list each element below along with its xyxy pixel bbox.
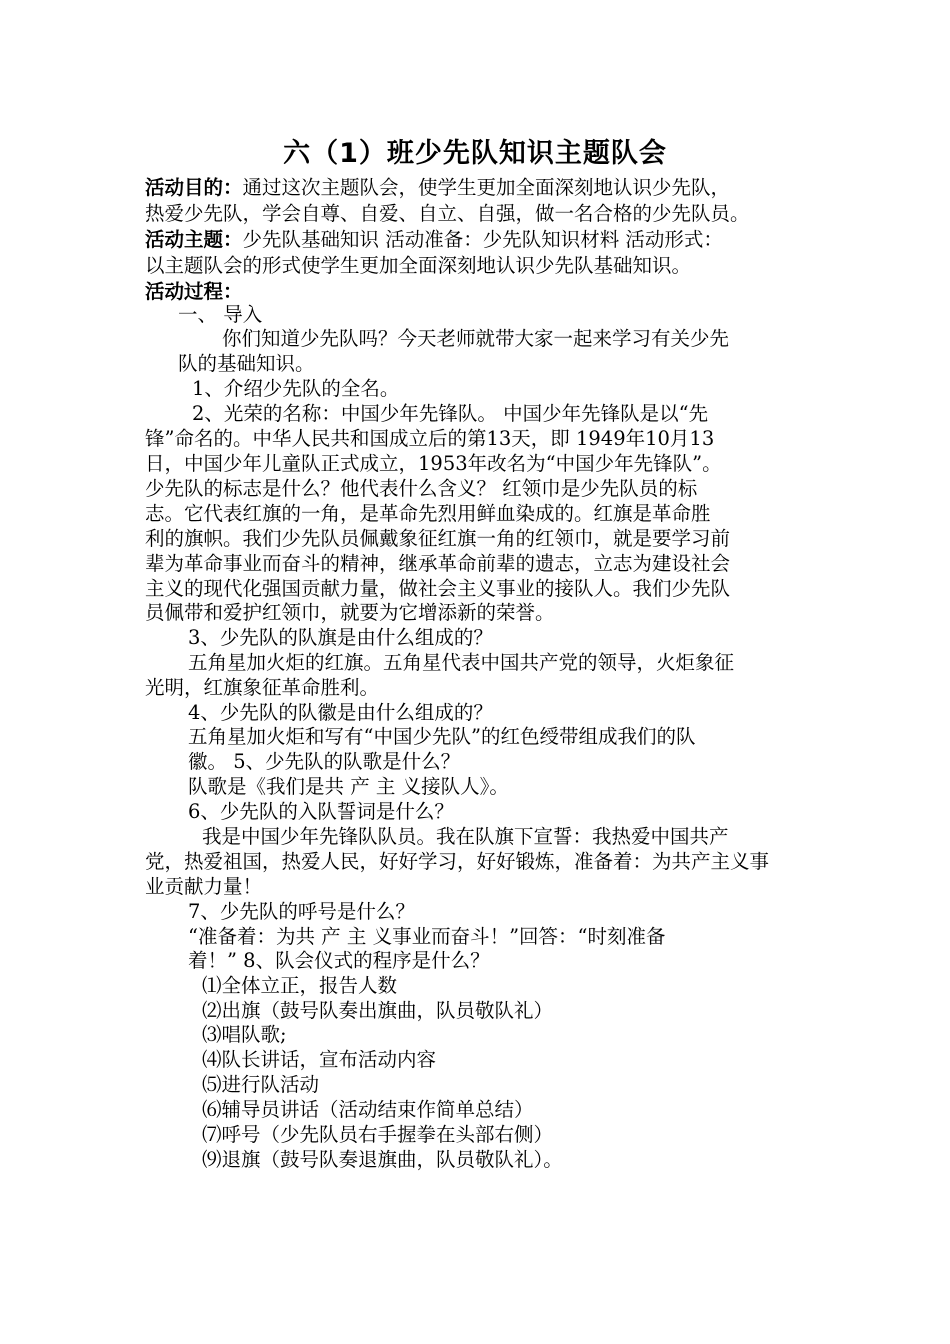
a6-line-3: 业贡献力量！ xyxy=(145,875,263,898)
a4-line-1: 五角星加火炬和写有“中国少先队”的红色绶带组成我们的队 xyxy=(188,725,696,748)
process-label: 活动过程： xyxy=(145,280,243,303)
q2-line-8: 主义的现代化强国贡献力量，做社会主义事业的接队人。我们少先队 xyxy=(145,577,731,600)
theme-text-1: 少先队基础知识 活动准备：少先队知识材料 活动形式： xyxy=(242,228,723,251)
theme-label: 活动主题： xyxy=(145,228,243,251)
step-6: ⑹辅导员讲话（活动结束作简单总结） xyxy=(202,1098,534,1121)
a3-line-1: 五角星加火炬的红旗。五角星代表中国共产党的领导，火炬象征 xyxy=(188,651,735,674)
q2-line-1: 2、光荣的名称：中国少年先锋队。 中国少年先锋队是以“先 xyxy=(192,402,709,425)
a3-line-2: 光明，红旗象征革命胜利。 xyxy=(145,676,380,699)
step-4: ⑷队长讲话，宣布活动内容 xyxy=(202,1048,437,1071)
step-7: ⑺呼号（少先队员右手握拳在头部右侧） xyxy=(202,1123,554,1146)
step-5: ⑸进行队活动 xyxy=(202,1073,320,1096)
answer-5: 队歌是《我们是共 产 主 义接队人》。 xyxy=(188,775,509,798)
q2-line-5: 志。它代表红旗的一角，是革命先烈用鲜血染成的。红旗是革命胜 xyxy=(145,502,711,525)
question-7: 7、少先队的呼号是什么？ xyxy=(188,900,415,923)
q2-line-3: 日，中国少年儿童队正式成立，1953年改名为“中国少年先锋队”。 xyxy=(145,452,722,475)
a7-line-1: “准备着：为共 产 主 义事业而奋斗！”回答：“时刻准备 xyxy=(188,925,666,948)
q2-line-4: 少先队的标志是什么？他代表什么含义？ 红领巾是少先队员的标 xyxy=(145,477,698,500)
page-title: 六（1）班少先队知识主题队会 xyxy=(283,138,667,169)
purpose-label: 活动目的： xyxy=(145,176,243,199)
step-1: ⑴全体立正，报告人数 xyxy=(202,974,398,997)
a4-line-2: 徽。 5、少先队的队歌是什么？ xyxy=(188,750,461,773)
a6-line-2: 党，热爱祖国，热爱人民，好好学习，好好锻炼，准备着：为共产主义事 xyxy=(145,850,770,873)
step-8: ⑼退旗（鼓号队奏退旗曲，队员敬队礼）。 xyxy=(202,1148,563,1171)
question-4: 4、少先队的队徽是由什么组成的？ xyxy=(188,701,493,724)
a7-line-2: 着！” 8、队会仪式的程序是什么？ xyxy=(188,949,490,972)
purpose-text-2: 热爱少先队，学会自尊、自爱、自立、自强，做一名合格的少先队员。 xyxy=(145,202,750,225)
question-3: 3、少先队的队旗是由什么组成的？ xyxy=(188,626,493,649)
purpose-text-1: 通过这次主题队会，使学生更加全面深刻地认识少先队， xyxy=(242,176,731,199)
q2-line-6: 利的旗帜。我们少先队员佩戴象征红旗一角的红领巾，就是要学习前 xyxy=(145,527,731,550)
theme-text-2: 以主题队会的形式使学生更加全面深刻地认识少先队基础知识。 xyxy=(145,254,692,277)
purpose-line-1 xyxy=(145,175,730,201)
q2-line-9: 员佩带和爱护红领巾，就要为它增添新的荣誉。 xyxy=(145,601,555,624)
question-1: 1、介绍少先队的全名。 xyxy=(192,377,400,400)
step-2: ⑵出旗（鼓号队奏出旗曲，队员敬队礼） xyxy=(202,999,554,1022)
intro-text-1: 你们知道少先队吗？今天老师就带大家一起来学习有关少先 xyxy=(222,327,730,350)
intro-heading: 一、 导入 xyxy=(178,303,263,326)
q2-line-2: 锋”命名的。中华人民共和国成立后的第13天，即 1949年10月13 xyxy=(145,427,715,450)
intro-text-2: 队的基础知识。 xyxy=(178,352,315,375)
step-3: ⑶唱队歌; xyxy=(202,1023,287,1046)
a6-line-1: 我是中国少年先锋队队员。我在队旗下宣誓：我热爱中国共产 xyxy=(202,825,729,848)
q2-line-7: 辈为革命事业而奋斗的精神，继承革命前辈的遗志，立志为建设社会 xyxy=(145,552,731,575)
question-6: 6、少先队的入队誓词是什么？ xyxy=(188,800,454,823)
theme-line-1 xyxy=(145,227,723,253)
